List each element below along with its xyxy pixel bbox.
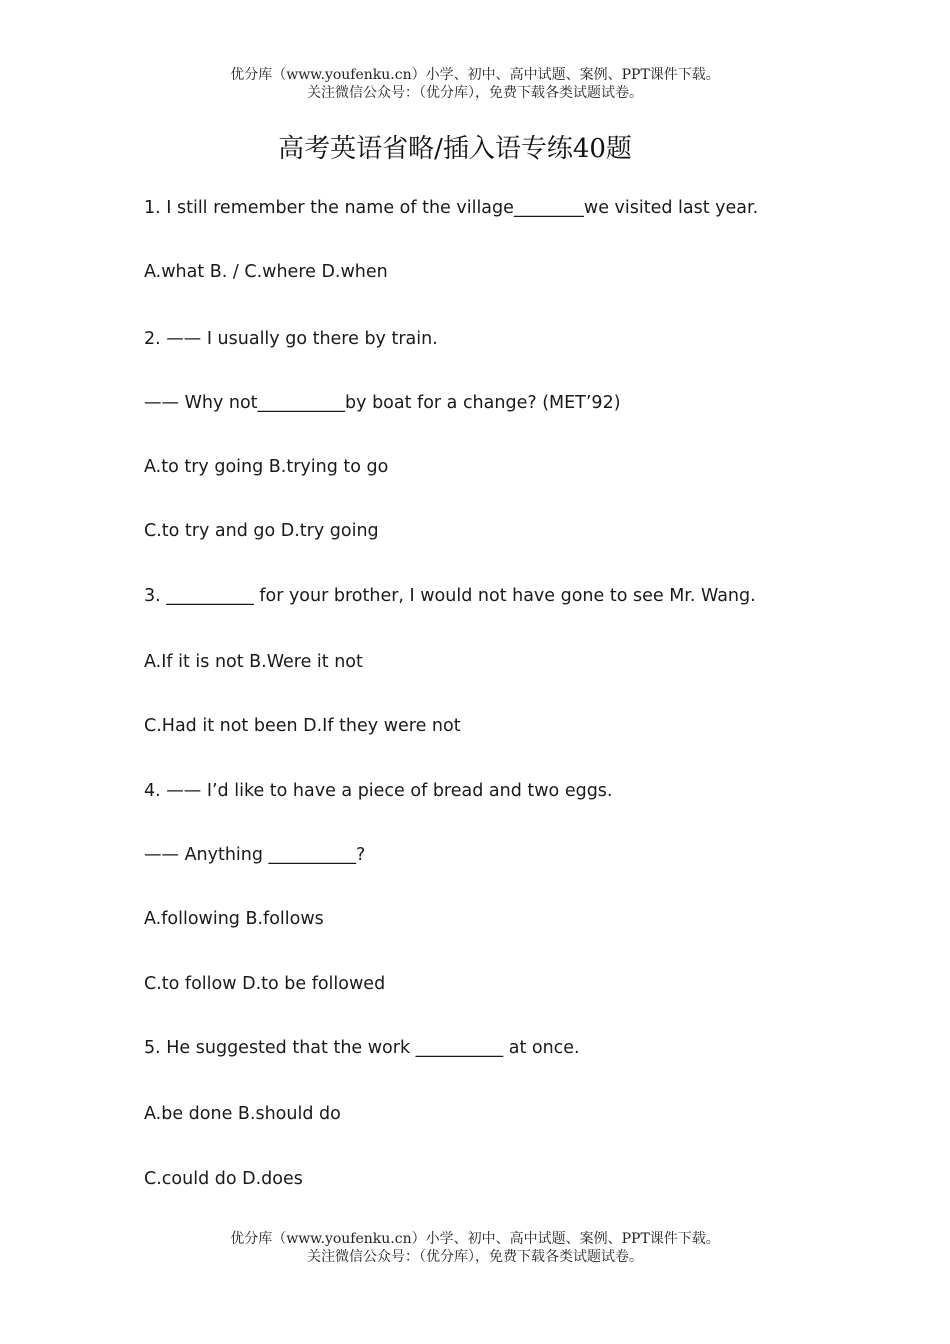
question-3-options-cd: C.Had it not been D.If they were not xyxy=(144,716,461,736)
question-4-stem: 4. —— I’d like to have a piece of bread and two eggs. xyxy=(144,781,613,801)
question-3-stem: 3. __________ for your brother, I would not have gone to see Mr. Wang. xyxy=(144,586,756,606)
question-5-options-cd: C.could do D.does xyxy=(144,1169,303,1189)
question-5-options-ab: A.be done B.should do xyxy=(144,1104,341,1124)
question-1-stem: 1. I still remember the name of the village________we visited last year. xyxy=(144,198,759,218)
question-2-options-ab: A.to try going B.trying to go xyxy=(144,457,389,477)
page-header xyxy=(0,66,950,102)
question-2-reply: —— Why not__________by boat for a change? (MET’92) xyxy=(144,393,621,413)
question-4-options-cd: C.to follow D.to be followed xyxy=(144,974,386,994)
question-4-options-ab: A.following B.follows xyxy=(144,909,324,929)
question-4-reply: —— Anything __________? xyxy=(144,845,366,865)
header-line-2: 关注微信公众号：（优分库），免费下载各类试题试卷。 xyxy=(307,85,643,101)
page-footer xyxy=(0,1230,950,1266)
question-2-options-cd: C.to try and go D.try going xyxy=(144,521,379,541)
question-2-stem: 2. —— I usually go there by train. xyxy=(144,329,438,349)
header-line-1: 优分库（www.youfenku.cn）小学、初中、高中试题、案例、PPT课件下载。 xyxy=(230,67,720,83)
question-1-options: A.what B. / C.where D.when xyxy=(144,262,388,282)
footer-line-2: 关注微信公众号：（优分库），免费下载各类试题试卷。 xyxy=(307,1249,643,1265)
question-3-options-ab: A.If it is not B.Were it not xyxy=(144,652,363,672)
document-title: 高考英语省略/插入语专练40题 xyxy=(278,134,632,164)
footer-line-1: 优分库（www.youfenku.cn）小学、初中、高中试题、案例、PPT课件下载。 xyxy=(230,1231,720,1247)
question-5-stem: 5. He suggested that the work __________ at once. xyxy=(144,1038,580,1058)
